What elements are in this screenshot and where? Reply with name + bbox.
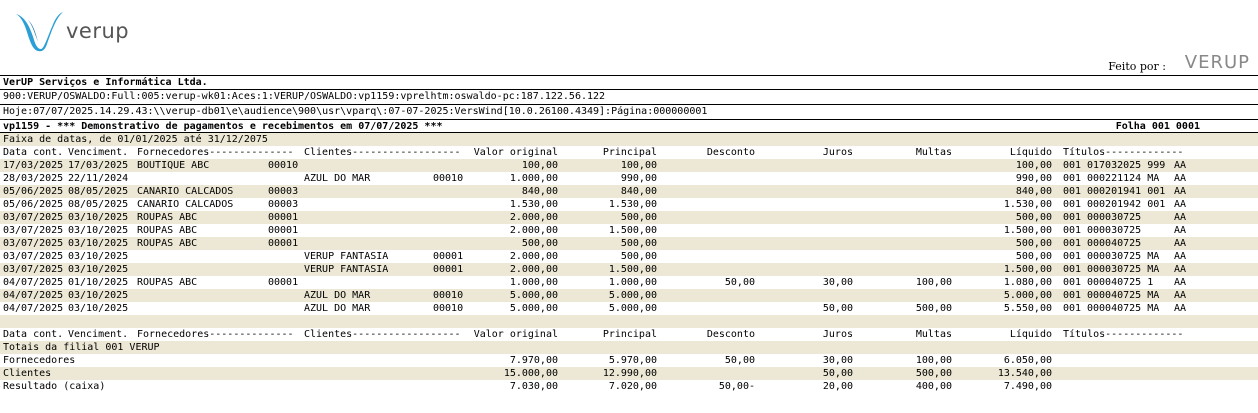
cell-venciment: 03/10/2025 — [68, 251, 129, 262]
date-range: Faixa de datas, de 01/01/2025 até 31/12/2075 — [0, 133, 1258, 146]
cell-venciment: 08/05/2025 — [68, 186, 129, 197]
col-desconto: Desconto — [706, 329, 755, 340]
cell-principal: 1.500,00 — [608, 264, 657, 275]
cell-tipo: AA — [1174, 173, 1187, 184]
cell-principal: 840,00 — [620, 186, 657, 197]
cell-principal: 990,00 — [620, 173, 657, 184]
cell-data-cont: 28/03/2025 — [3, 173, 64, 184]
cell-fornecedor-codigo: 00003 — [268, 186, 299, 197]
cell-filial: 001 — [1063, 160, 1082, 171]
totals-juros: 50,00 — [822, 368, 853, 379]
cell-venciment: 01/10/2025 — [68, 277, 129, 288]
table-row — [0, 250, 1258, 263]
col-liquido: Líquido — [1009, 147, 1052, 158]
totals-multas: 500,00 — [915, 368, 952, 379]
cell-filial: 001 — [1063, 225, 1082, 236]
cell-fornecedor: CANARIO CALCADOS — [137, 199, 234, 210]
cell-venciment: 22/11/2024 — [68, 173, 129, 184]
cell-juros: 30,00 — [822, 277, 853, 288]
cell-valor-original: 100,00 — [521, 160, 558, 171]
cell-valor-original: 5.000,00 — [509, 290, 558, 301]
cell-titulo: 000030725 — [1087, 225, 1142, 236]
cell-filial: 001 — [1063, 251, 1082, 262]
totals-juros: 20,00 — [822, 381, 853, 392]
cell-valor-original: 1.530,00 — [509, 199, 558, 210]
col-desconto: Desconto — [706, 147, 755, 158]
cell-valor-original: 2.000,00 — [509, 225, 558, 236]
table-row — [0, 289, 1258, 302]
cell-liquido: 100,00 — [1015, 160, 1052, 171]
cell-valor-original: 1.000,00 — [509, 277, 558, 288]
cell-tipo: AA — [1174, 199, 1187, 210]
cell-titulo: 000040725 MA — [1087, 303, 1160, 314]
cell-fornecedor-codigo: 00001 — [268, 212, 299, 223]
col-multas: Multas — [915, 329, 952, 340]
col-liquido: Líquido — [1009, 329, 1052, 340]
cell-liquido: 500,00 — [1015, 212, 1052, 223]
table-row — [0, 276, 1258, 289]
cell-fornecedor: ROUPAS ABC — [137, 225, 198, 236]
cell-liquido: 1.530,00 — [1003, 199, 1052, 210]
totals-title: Totais da filial 001 VERUP — [0, 341, 1258, 354]
cell-fornecedor-codigo: 00001 — [268, 277, 299, 288]
cell-multas: 100,00 — [915, 277, 952, 288]
cell-data-cont: 04/07/2025 — [3, 277, 64, 288]
cell-principal: 500,00 — [620, 238, 657, 249]
cell-titulo: 017032025 999 — [1087, 160, 1166, 171]
totals-multas: 100,00 — [915, 355, 952, 366]
table-row — [0, 237, 1258, 250]
totals-principal: 7.020,00 — [608, 381, 657, 392]
totals-label: Clientes — [3, 368, 52, 379]
cell-cliente: VERUP FANTASIA — [304, 264, 389, 275]
col-venciment: Venciment. — [68, 329, 129, 340]
context-line: Hoje:07/07/2025.14.29.43:\\verup-db01\e\audience\900\usr\vparq\:07-07-2025:VersWind[10.0.26100.4349]:Página:000000001 — [0, 105, 1258, 120]
cell-fornecedor: BOUTIQUE ABC — [137, 160, 210, 171]
cell-filial: 001 — [1063, 277, 1082, 288]
report-rows — [0, 159, 1258, 315]
totals-multas: 400,00 — [915, 381, 952, 392]
made-by-label: Feito por : — [1108, 60, 1166, 73]
made-by-logo: VERUP — [1184, 52, 1250, 73]
column-header — [0, 328, 1258, 341]
totals-juros: 30,00 — [822, 355, 853, 366]
table-row — [0, 185, 1258, 198]
session-line: 900:VERUP/OSWALDO:Full:005:verup-wk01:Aces:1:VERUP/OSWALDO:vp1159:vprelhtm:oswaldo-pc:187.122.56.122 — [0, 90, 1258, 105]
totals-row — [0, 380, 1258, 393]
cell-principal: 1.530,00 — [608, 199, 657, 210]
col-fornecedores: Fornecedores-------------- — [137, 329, 294, 340]
totals-liquido: 7.490,00 — [1003, 381, 1052, 392]
verup-logo — [14, 8, 154, 52]
cell-tipo: AA — [1174, 290, 1187, 301]
cell-venciment: 03/10/2025 — [68, 238, 129, 249]
cell-filial: 001 — [1063, 238, 1082, 249]
cell-cliente-codigo: 00001 — [433, 251, 464, 262]
cell-venciment: 03/10/2025 — [68, 225, 129, 236]
cell-fornecedor-codigo: 00001 — [268, 225, 299, 236]
cell-titulo: 000221124 MA — [1087, 173, 1160, 184]
company-name: VerUP Serviços e Informática Ltda. — [0, 75, 1258, 90]
cell-liquido: 1.500,00 — [1003, 264, 1052, 275]
cell-fornecedor: ROUPAS ABC — [137, 277, 198, 288]
cell-titulo: 000030725 — [1087, 212, 1142, 223]
totals-row — [0, 354, 1258, 367]
cell-data-cont: 03/07/2025 — [3, 251, 64, 262]
table-row — [0, 211, 1258, 224]
cell-valor-original: 840,00 — [521, 186, 558, 197]
cell-titulo: 000030725 MA — [1087, 251, 1160, 262]
cell-fornecedor-codigo: 00003 — [268, 199, 299, 210]
cell-tipo: AA — [1174, 212, 1187, 223]
col-clientes: Clientes------------------ — [304, 329, 461, 340]
col-titulos: Títulos------------- — [1063, 329, 1184, 340]
cell-liquido: 5.000,00 — [1003, 290, 1052, 301]
cell-tipo: AA — [1174, 251, 1187, 262]
cell-valor-original: 2.000,00 — [509, 251, 558, 262]
cell-tipo: AA — [1174, 277, 1187, 288]
report-title-row — [0, 120, 1258, 133]
cell-venciment: 17/03/2025 — [68, 160, 129, 171]
totals-row — [0, 367, 1258, 380]
table-row — [0, 172, 1258, 185]
cell-titulo: 000040725 1 — [1087, 277, 1154, 288]
report — [0, 75, 1258, 393]
col-valor-original: Valor original — [473, 147, 558, 158]
cell-liquido: 500,00 — [1015, 238, 1052, 249]
cell-principal: 500,00 — [620, 212, 657, 223]
table-row — [0, 263, 1258, 276]
col-principal: Principal — [602, 329, 657, 340]
cell-data-cont: 04/07/2025 — [3, 303, 64, 314]
totals-liquido: 6.050,00 — [1003, 355, 1052, 366]
cell-venciment: 03/10/2025 — [68, 264, 129, 275]
cell-valor-original: 5.000,00 — [509, 303, 558, 314]
col-multas: Multas — [915, 147, 952, 158]
cell-data-cont: 17/03/2025 — [3, 160, 64, 171]
cell-fornecedor-codigo: 00001 — [268, 238, 299, 249]
column-header — [0, 146, 1258, 159]
totals — [0, 354, 1258, 393]
totals-desconto: 50,00- — [718, 381, 755, 392]
cell-data-cont: 04/07/2025 — [3, 290, 64, 301]
cell-liquido: 500,00 — [1015, 251, 1052, 262]
cell-valor-original: 2.000,00 — [509, 264, 558, 275]
cell-data-cont: 05/06/2025 — [3, 186, 64, 197]
cell-cliente-codigo: 00010 — [433, 290, 464, 301]
col-clientes: Clientes------------------ — [304, 147, 461, 158]
cell-data-cont: 03/07/2025 — [3, 264, 64, 275]
cell-venciment: 03/10/2025 — [68, 303, 129, 314]
col-data-cont: Data cont. — [3, 147, 64, 158]
cell-liquido: 990,00 — [1015, 173, 1052, 184]
totals-valor-original: 15.000,00 — [503, 368, 558, 379]
verup-logo-text: verup — [66, 19, 130, 43]
sheet-number: Folha 001 0001 — [1115, 121, 1200, 132]
cell-data-cont: 05/06/2025 — [3, 199, 64, 210]
cell-valor-original: 500,00 — [521, 238, 558, 249]
cell-tipo: AA — [1174, 238, 1187, 249]
cell-cliente: AZUL DO MAR — [304, 173, 371, 184]
cell-data-cont: 03/07/2025 — [3, 225, 64, 236]
col-data-cont: Data cont. — [3, 329, 64, 340]
cell-principal: 100,00 — [620, 160, 657, 171]
blank-row — [0, 315, 1258, 328]
cell-venciment: 03/10/2025 — [68, 212, 129, 223]
cell-cliente: AZUL DO MAR — [304, 303, 371, 314]
cell-liquido: 1.080,00 — [1003, 277, 1052, 288]
cell-liquido: 1.500,00 — [1003, 225, 1052, 236]
cell-principal: 5.000,00 — [608, 303, 657, 314]
totals-valor-original: 7.030,00 — [509, 381, 558, 392]
cell-principal: 500,00 — [620, 251, 657, 262]
cell-titulo: 000040725 MA — [1087, 290, 1160, 301]
cell-fornecedor-codigo: 00010 — [268, 160, 299, 171]
cell-cliente: AZUL DO MAR — [304, 290, 371, 301]
totals-valor-original: 7.970,00 — [509, 355, 558, 366]
cell-data-cont: 03/07/2025 — [3, 212, 64, 223]
col-titulos: Títulos------------- — [1063, 147, 1184, 158]
cell-filial: 001 — [1063, 212, 1082, 223]
cell-filial: 001 — [1063, 186, 1082, 197]
totals-principal: 5.970,00 — [608, 355, 657, 366]
cell-fornecedor: ROUPAS ABC — [137, 238, 198, 249]
cell-valor-original: 1.000,00 — [509, 173, 558, 184]
cell-filial: 001 — [1063, 264, 1082, 275]
cell-principal: 1.500,00 — [608, 225, 657, 236]
col-principal: Principal — [602, 147, 657, 158]
cell-liquido: 840,00 — [1015, 186, 1052, 197]
totals-label: Fornecedores — [3, 355, 76, 366]
cell-fornecedor: CANARIO CALCADOS — [137, 186, 234, 197]
cell-cliente: VERUP FANTASIA — [304, 251, 389, 262]
cell-filial: 001 — [1063, 199, 1082, 210]
cell-cliente-codigo: 00010 — [433, 173, 464, 184]
cell-principal: 5.000,00 — [608, 290, 657, 301]
table-row — [0, 198, 1258, 211]
cell-tipo: AA — [1174, 264, 1187, 275]
cell-venciment: 03/10/2025 — [68, 290, 129, 301]
cell-data-cont: 03/07/2025 — [3, 238, 64, 249]
table-row — [0, 224, 1258, 237]
cell-cliente-codigo: 00010 — [433, 303, 464, 314]
col-venciment: Venciment. — [68, 147, 129, 158]
cell-tipo: AA — [1174, 186, 1187, 197]
cell-liquido: 5.550,00 — [1003, 303, 1052, 314]
cell-filial: 001 — [1063, 290, 1082, 301]
cell-titulo: 000201941 001 — [1087, 186, 1166, 197]
cell-cliente-codigo: 00001 — [433, 264, 464, 275]
cell-desconto: 50,00 — [724, 277, 755, 288]
verup-logo-icon — [14, 8, 64, 52]
totals-principal: 12.990,00 — [602, 368, 657, 379]
cell-juros: 50,00 — [822, 303, 853, 314]
cell-fornecedor: ROUPAS ABC — [137, 212, 198, 223]
report-title: vp1159 - *** Demonstrativo de pagamentos e recebimentos em 07/07/2025 *** — [3, 121, 443, 132]
totals-label: Resultado (caixa) — [3, 381, 106, 392]
col-juros: Juros — [822, 329, 853, 340]
cell-filial: 001 — [1063, 303, 1082, 314]
cell-titulo: 000201942 001 — [1087, 199, 1166, 210]
col-fornecedores: Fornecedores-------------- — [137, 147, 294, 158]
cell-valor-original: 2.000,00 — [509, 212, 558, 223]
cell-titulo: 000040725 — [1087, 238, 1142, 249]
cell-tipo: AA — [1174, 225, 1187, 236]
cell-filial: 001 — [1063, 173, 1082, 184]
col-juros: Juros — [822, 147, 853, 158]
cell-tipo: AA — [1174, 303, 1187, 314]
cell-tipo: AA — [1174, 160, 1187, 171]
table-row — [0, 159, 1258, 172]
col-valor-original: Valor original — [473, 329, 558, 340]
cell-venciment: 08/05/2025 — [68, 199, 129, 210]
totals-desconto: 50,00 — [724, 355, 755, 366]
cell-principal: 1.000,00 — [608, 277, 657, 288]
table-row — [0, 302, 1258, 315]
cell-titulo: 000030725 MA — [1087, 264, 1160, 275]
cell-multas: 500,00 — [915, 303, 952, 314]
totals-liquido: 13.540,00 — [997, 368, 1052, 379]
